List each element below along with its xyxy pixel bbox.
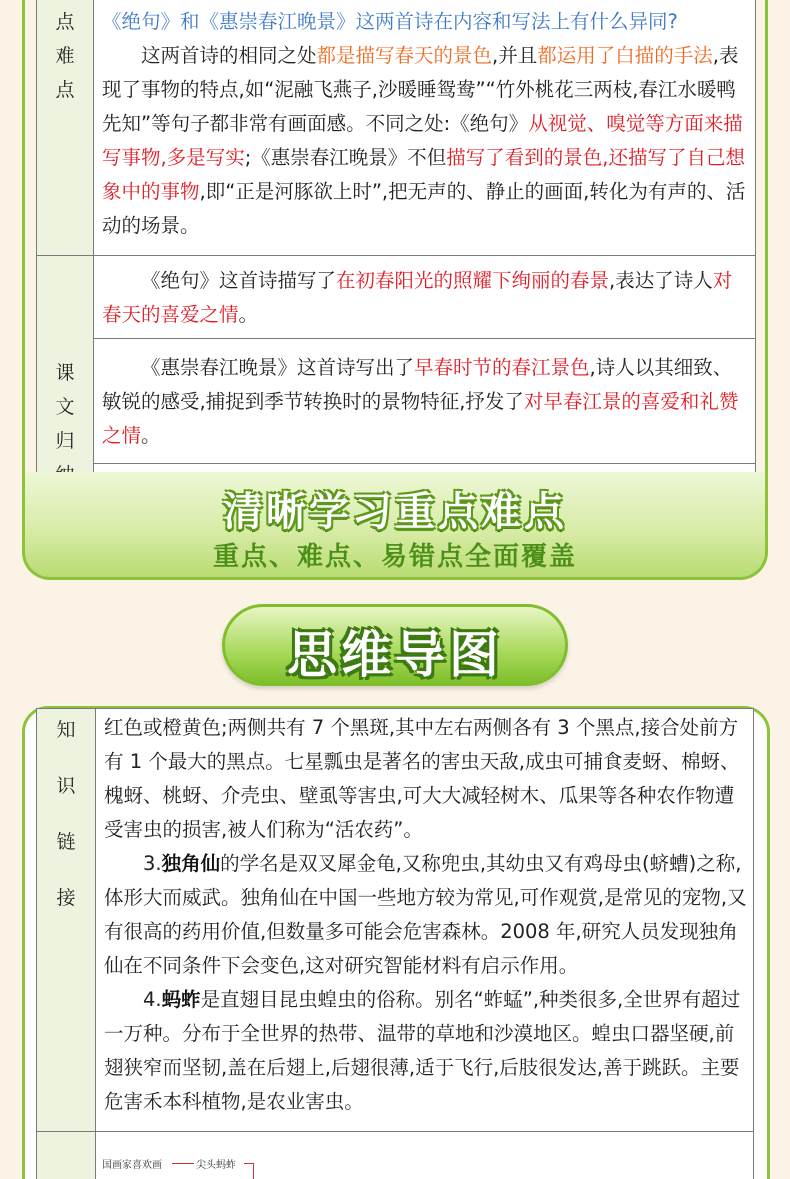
summary-content-cell-1: [93, 255, 756, 339]
label-char: 接: [56, 887, 76, 909]
answer-part: ;《惠崇春江晚景》不但: [244, 146, 447, 169]
answer-highlight: 都运用了白描的手法: [537, 44, 713, 67]
answer-text: [102, 39, 750, 243]
label-char: 文: [55, 396, 75, 418]
section-title-pill: [222, 604, 568, 686]
summary-part: 。: [238, 303, 259, 326]
label-char: 归: [55, 430, 75, 452]
label-char: 难: [55, 45, 75, 67]
summary-content-cell-2: [93, 338, 756, 464]
mindmap-node: 尖头蚂蚱: [196, 1160, 236, 1171]
paragraph-text: 是直翅目昆虫蝗虫的俗称。别名“蚱蜢”,种类很多,全世界有超过一万种。分布于全世界的热带、温带的草地和沙漠地区。蝗虫口器坚硬,前翅狭窄而坚韧,盖在后翅上,后翅很薄,适于飞行,后肢很发达,善于跳跃。主要危害禾本科植物,是农业害虫。: [104, 988, 741, 1113]
summary-part: 。: [141, 424, 161, 447]
label-char: 点: [55, 11, 75, 33]
answer-highlight: 都是描写春天的景色: [316, 44, 493, 67]
feature-banner: [22, 472, 768, 580]
summary-part: 《绝句》这首诗描写了: [141, 269, 337, 292]
summary-text-1: [102, 264, 750, 332]
paragraph-number: 3.: [143, 852, 162, 875]
mindmap-label-cell: [36, 1131, 96, 1179]
banner-subtitle: 重点、难点、易错点全面覆盖: [212, 542, 577, 572]
answer-highlight: 从视觉、嗅觉等方面来描写事物,多是写实: [102, 112, 743, 169]
paragraph-term: 蚂蚱: [161, 988, 201, 1011]
paragraph-number: 4.: [143, 988, 162, 1011]
answer-part: ,即“正是河豚欲上时”,把无声的、静止的画面,转化为有声的、活动的场景。: [102, 180, 746, 237]
label-char: 课: [55, 362, 75, 384]
label-char: 点: [55, 79, 75, 101]
difficulty-content-cell: [93, 0, 756, 256]
mindmap-node: 国画家喜欢画: [102, 1160, 162, 1171]
summary-highlight: 在初春阳光的照耀下绚丽的春景: [336, 269, 610, 292]
summary-part: ,诗人以其细致、敏锐的感受,捕捉到季节转换时的景物特征,抒发了: [102, 356, 733, 413]
label-char: 识: [56, 775, 76, 797]
knowledge-paragraph-2: [104, 983, 750, 1119]
label-char: 知: [56, 719, 76, 741]
paragraph-text: 的学名是双叉犀金龟,又称兜虫,其幼虫又有鸡母虫(蛴螬)之称,体形大而威武。独角仙在中国一些地方较为常见,可作观赏,是常见的宠物,又有很高的药用价值,但数量多可能会危害森林。2008 年,研究人员发现独角仙在不同条件下会变色,这对研究智能材料有启示作用。: [104, 852, 747, 977]
answer-part: ,表现了事物的特点,如“泥融飞燕子,沙暖睡鸳鸯”“竹外桃花三两枝,春江水暖鸭先知”等句子都非常有画面感。不同之处:《绝句》: [102, 44, 739, 135]
answer-part: 这两首诗的相同之处: [141, 44, 317, 67]
banner-title: 清晰学习重点难点: [223, 489, 567, 535]
knowledge-paragraph-1: [104, 847, 750, 983]
summary-highlight: 对春天的喜爱之情: [102, 269, 733, 326]
answer-part: ,并且: [492, 44, 538, 67]
summary-highlight: 对早春江景的喜爱和礼赞之情: [102, 390, 739, 447]
question-text: 《绝句》和《惠崇春江晚景》这两首诗在内容和写法上有什么异同?: [102, 10, 678, 33]
knowledge-content-cell: [95, 708, 754, 1132]
summary-part: ,表达了诗人: [609, 269, 713, 292]
summary-part: 《惠崇春江晚景》这首诗写出了: [141, 356, 415, 379]
paragraph-term: 独角仙: [161, 852, 221, 875]
summary-highlight: 早春时节的春江景色: [414, 356, 590, 379]
summary-text-2: [102, 351, 750, 453]
answer-highlight: 描写了看到的景色,还描写了自己想象中的事物: [102, 146, 745, 203]
section-title: 思维导图: [287, 626, 503, 684]
knowledge-label-cell: [36, 708, 96, 1132]
difficulty-label-cell: [36, 0, 94, 256]
summary-label-cell: [36, 255, 94, 485]
mindmap-connector: [244, 1163, 254, 1179]
label-char: 链: [56, 831, 76, 853]
mindmap-cell: [95, 1131, 754, 1179]
knowledge-paragraph-0: 红色或橙黄色;两侧共有 7 个黑斑,其中左右两侧各有 3 个黑点,接合处前方有 1 个最大的黑点。七星瓢虫是著名的害虫天敌,成虫可捕食麦蚜、棉蚜、槐蚜、桃蚜、介壳虫、壁虱等害虫,可大大减轻树木、瓜果等各种农作物遭受害虫的损害,被人们称为“活农药”。: [104, 716, 740, 841]
mindmap-connector: [172, 1163, 194, 1164]
